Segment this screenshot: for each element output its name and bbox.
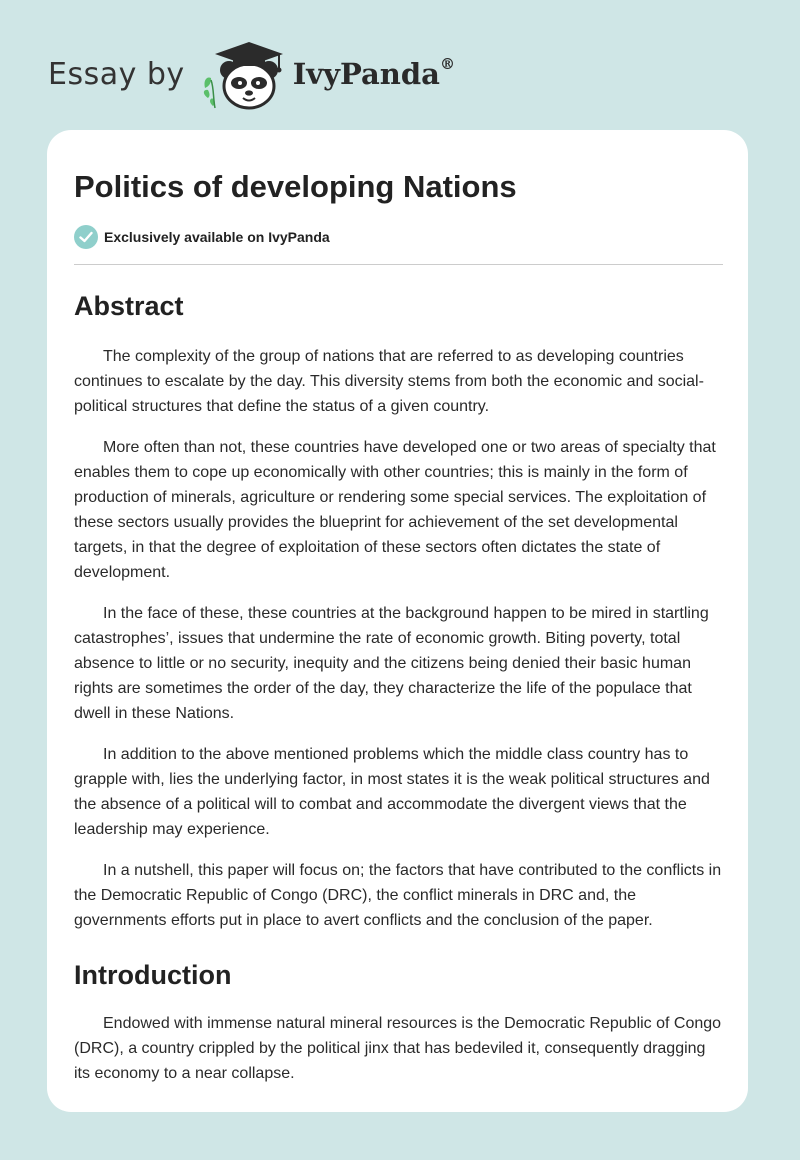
section-heading-introduction: Introduction [74, 959, 232, 990]
panda-logo-icon[interactable] [199, 36, 291, 112]
paragraph: In addition to the above mentioned problems which the middle class country has to grapple with, lies the underlying factor, in most states it is the weak political structures and the absence of a political will to combat and accommodate the divergent views that the leadership may experience. [74, 745, 710, 838]
page-title: Politics of developing Nations [74, 169, 517, 204]
paragraph: In a nutshell, this paper will focus on; the factors that have contributed to the conflicts in the Democratic Republic of Congo (DRC), the conflict minerals in DRC and, the governments efforts put in place to avert conflicts and the conclusion of the paper. [74, 861, 722, 929]
brand-name[interactable]: IvyPanda® [292, 55, 455, 91]
divider [74, 264, 723, 265]
essay-card [47, 130, 748, 1112]
introduction-section [74, 1011, 722, 1086]
essay-by-label: Essay by [48, 56, 185, 92]
registered-mark: ® [439, 55, 455, 73]
badge-label: Exclusively available on IvyPanda [104, 229, 330, 246]
site-header [48, 34, 455, 114]
check-circle-icon [74, 225, 98, 249]
paragraph: More often than not, these countries have developed one or two areas of specialty that enables them to cope up economically with other countries; this is mainly in the form of production of minerals, agriculture or rendering some special services. The exploitation of these sectors usually provides the blueprint for achievement of the set developmental targets, in that the degree of exploitation of these sectors often dictates the state of development. [74, 438, 716, 581]
exclusive-badge [74, 225, 722, 249]
paragraph: Endowed with immense natural mineral resources is the Democratic Republic of Congo (DRC), a country crippled by the political jinx that has bedeviled it, consequently dragging its economy to a near collapse. [74, 1014, 722, 1082]
paragraph: The complexity of the group of nations that are referred to as developing countries continues to escalate by the day. This diversity stems from both the economic and social-political structures that define the status of a given country. [74, 347, 704, 415]
paragraph: In the face of these, these countries at the background happen to be mired in startling catastrophes’, issues that undermine the rate of economic growth. Biting poverty, total absence to little or no security, inequity and the citizens being denied their basic human rights are sometimes the order of the day, they characterize the life of the populace that dwell in these Nations. [74, 604, 709, 722]
abstract-section [74, 344, 722, 933]
section-heading-abstract: Abstract [74, 291, 184, 322]
